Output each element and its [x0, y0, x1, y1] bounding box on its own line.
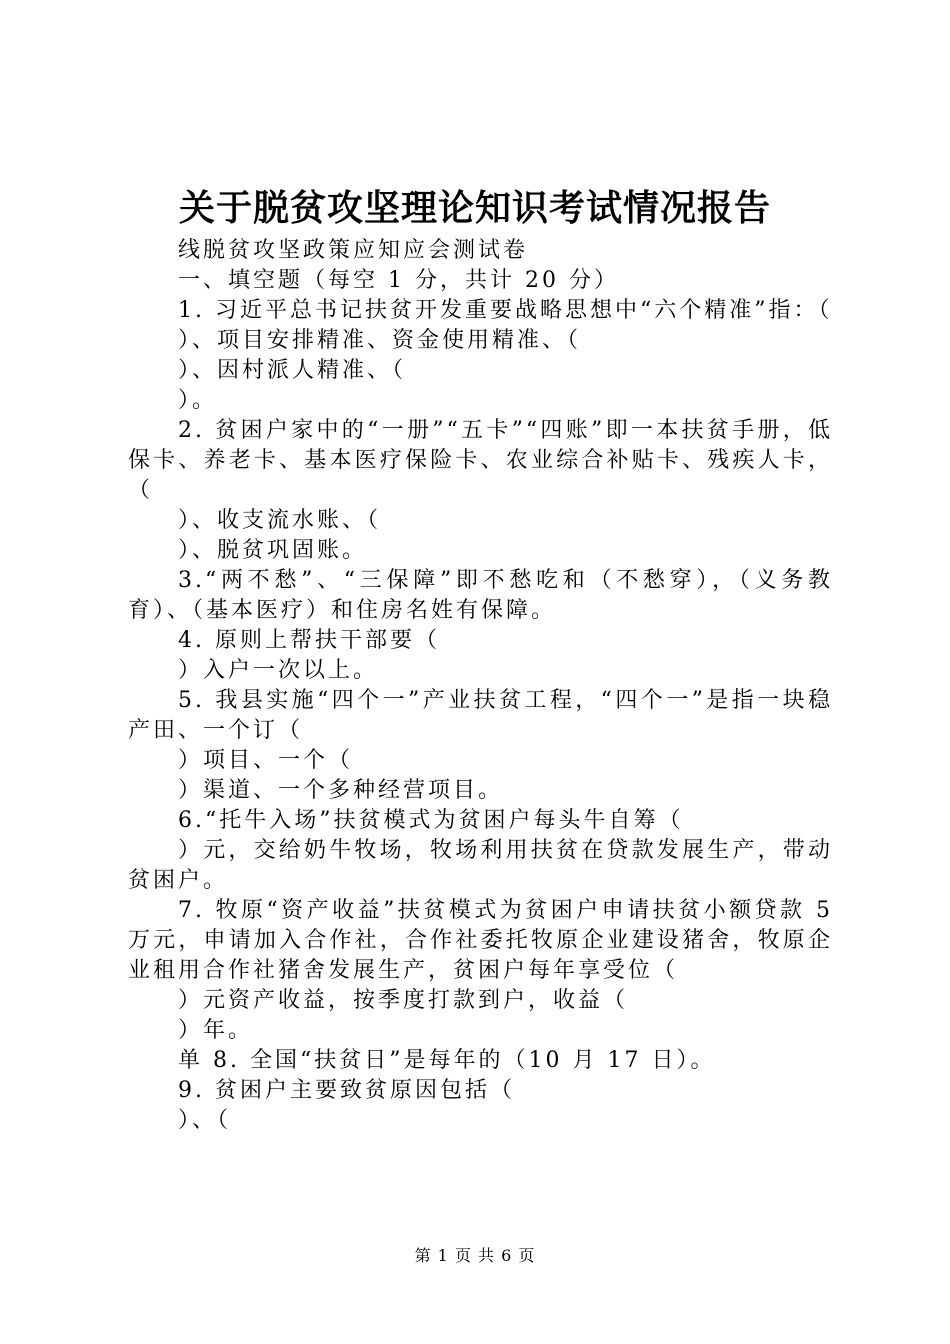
page-footer: 第 1 页 共 6 页 — [414, 1246, 536, 1265]
paragraph: 单 8. 全国“扶贫日”是每年的（10 月 17 日）。 — [178, 1048, 716, 1073]
paragraph: ）入户一次以上。 — [178, 658, 379, 683]
paragraph: 线脱贫攻坚政策应知应会测试卷 — [178, 238, 529, 263]
paragraph: ）、收支流水账、（ — [178, 508, 382, 533]
paragraph: ）、因村派人精准、（ — [178, 358, 407, 383]
paragraph: ）、（ — [178, 1108, 232, 1133]
paragraph: ）、脱贫巩固账。 — [178, 538, 368, 563]
paragraph: ）。 — [178, 388, 218, 413]
paragraph: ）项目、一个（ — [178, 748, 354, 773]
paragraph: 9. 贫困户主要致贫原因包括（ — [178, 1078, 515, 1103]
paragraph: ）渠道、一个多种经营项目。 — [178, 778, 504, 803]
paragraph: ）、项目安排精准、资金使用精准、（ — [178, 328, 582, 353]
paragraph: 6.“托牛入场”扶贫模式为贫困户每头牛自筹（ — [178, 808, 684, 833]
paragraph: ）元资产收益，按季度打款到户，收益（ — [178, 988, 629, 1013]
paragraph: 1. 习近平总书记扶贫开发重要战略思想中“六个精准”指：（ — [178, 298, 833, 323]
paragraph: ）年。 — [178, 1018, 254, 1043]
paragraph: 2. 贫困户家中的“一册”“五卡”“四账”即一本扶贫手册，低保卡、养老卡、基本医疗保险卡、农业综合补贴卡、残疾人卡，（ — [128, 418, 833, 503]
document-body — [128, 236, 833, 1136]
paragraph: 5. 我县实施“四个一”产业扶贫工程，“四个一”是指一块稳产田、一个订（ — [128, 688, 833, 743]
paragraph: 一、填空题（每空 1 分，共计 20 分） — [178, 268, 619, 293]
paragraph: 3.“两不愁”、“三保障”即不愁吃和（不愁穿），（义务教育）、（基本医疗）和住房名姓有保障。 — [128, 568, 833, 623]
paragraph: 4. 原则上帮扶干部要（ — [178, 628, 440, 653]
paragraph: 7. 牧原“资产收益”扶贫模式为贫困户申请扶贫小额贷款 5 万元，申请加入合作社，合作社委托牧原企业建设猪舍，牧原企业租用合作社猪舍发展生产，贫困户每年享受位（ — [128, 898, 833, 983]
document-title: 关于脱贫攻坚理论知识考试情况报告 — [178, 187, 771, 229]
paragraph: ）元，交给奶牛牧场，牧场利用扶贫在贷款发展生产，带动贫困户。 — [128, 838, 833, 893]
